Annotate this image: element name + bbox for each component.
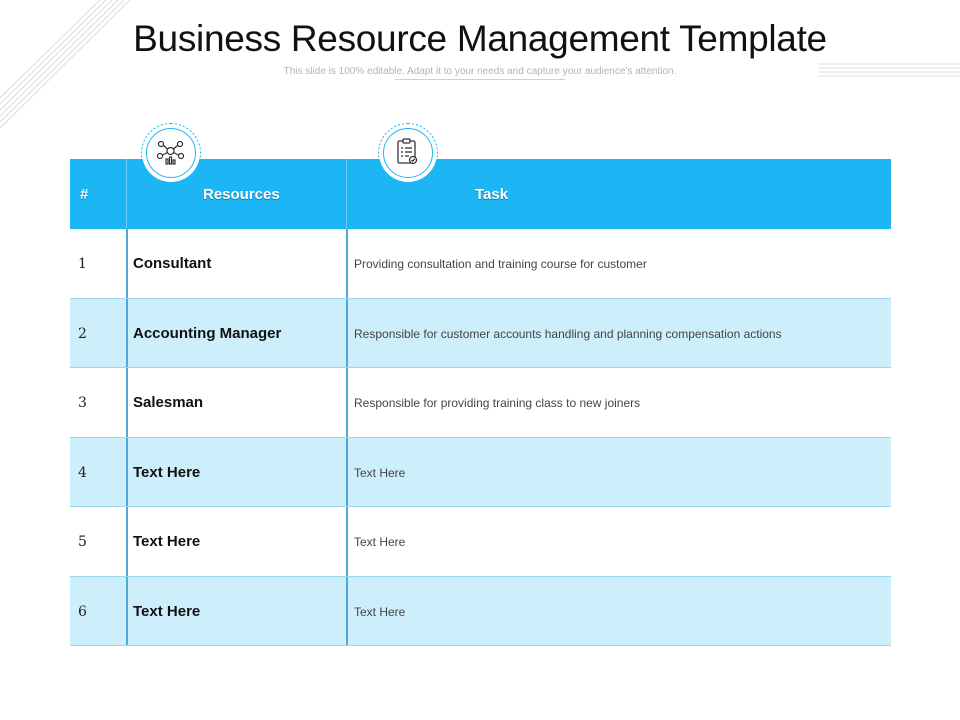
row-number: 1 (78, 256, 87, 272)
header-task: Task (475, 186, 509, 203)
row-task: Responsible for customer accounts handling and planning compensation actions (354, 326, 782, 341)
row-task: Responsible for providing training class to new joiners (354, 396, 641, 410)
clipboard-checklist-icon (384, 129, 431, 176)
slide-subtitle: This slide is 100% editable. Adapt it to your needs and capture your audience's attention. (283, 66, 677, 77)
row-resource: Text Here (133, 463, 201, 481)
row-number: 4 (78, 464, 87, 481)
subtitle-underline (395, 79, 565, 80)
row-resource: Text Here (133, 533, 201, 550)
table-row (70, 299, 891, 369)
table-row (70, 368, 891, 438)
header-divider (346, 159, 347, 229)
row-resource: Text Here (133, 602, 201, 620)
row-task: Text Here (354, 535, 406, 549)
table-row (70, 507, 891, 577)
table-row (70, 229, 891, 299)
header-resources: Resources (203, 186, 280, 203)
row-number: 3 (78, 395, 87, 411)
resource-table (70, 159, 891, 646)
row-task: Text Here (354, 604, 406, 619)
table-row (70, 438, 891, 508)
row-task: Providing consultation and training course for customer (354, 257, 647, 271)
row-task: Text Here (354, 465, 406, 480)
resources-network-icon (147, 129, 194, 176)
row-number: 5 (78, 534, 87, 550)
row-resource: Consultant (133, 255, 212, 272)
slide-title: Business Resource Management Template (133, 18, 827, 59)
header-divider (126, 159, 127, 229)
row-resource: Salesman (133, 394, 204, 411)
resources-icon-badge (146, 128, 196, 178)
header-num: # (80, 186, 89, 203)
task-icon-badge (383, 128, 433, 178)
row-number: 6 (78, 603, 87, 620)
row-resource: Accounting Manager (133, 324, 282, 342)
row-number: 2 (78, 325, 87, 342)
table-row (70, 577, 891, 647)
